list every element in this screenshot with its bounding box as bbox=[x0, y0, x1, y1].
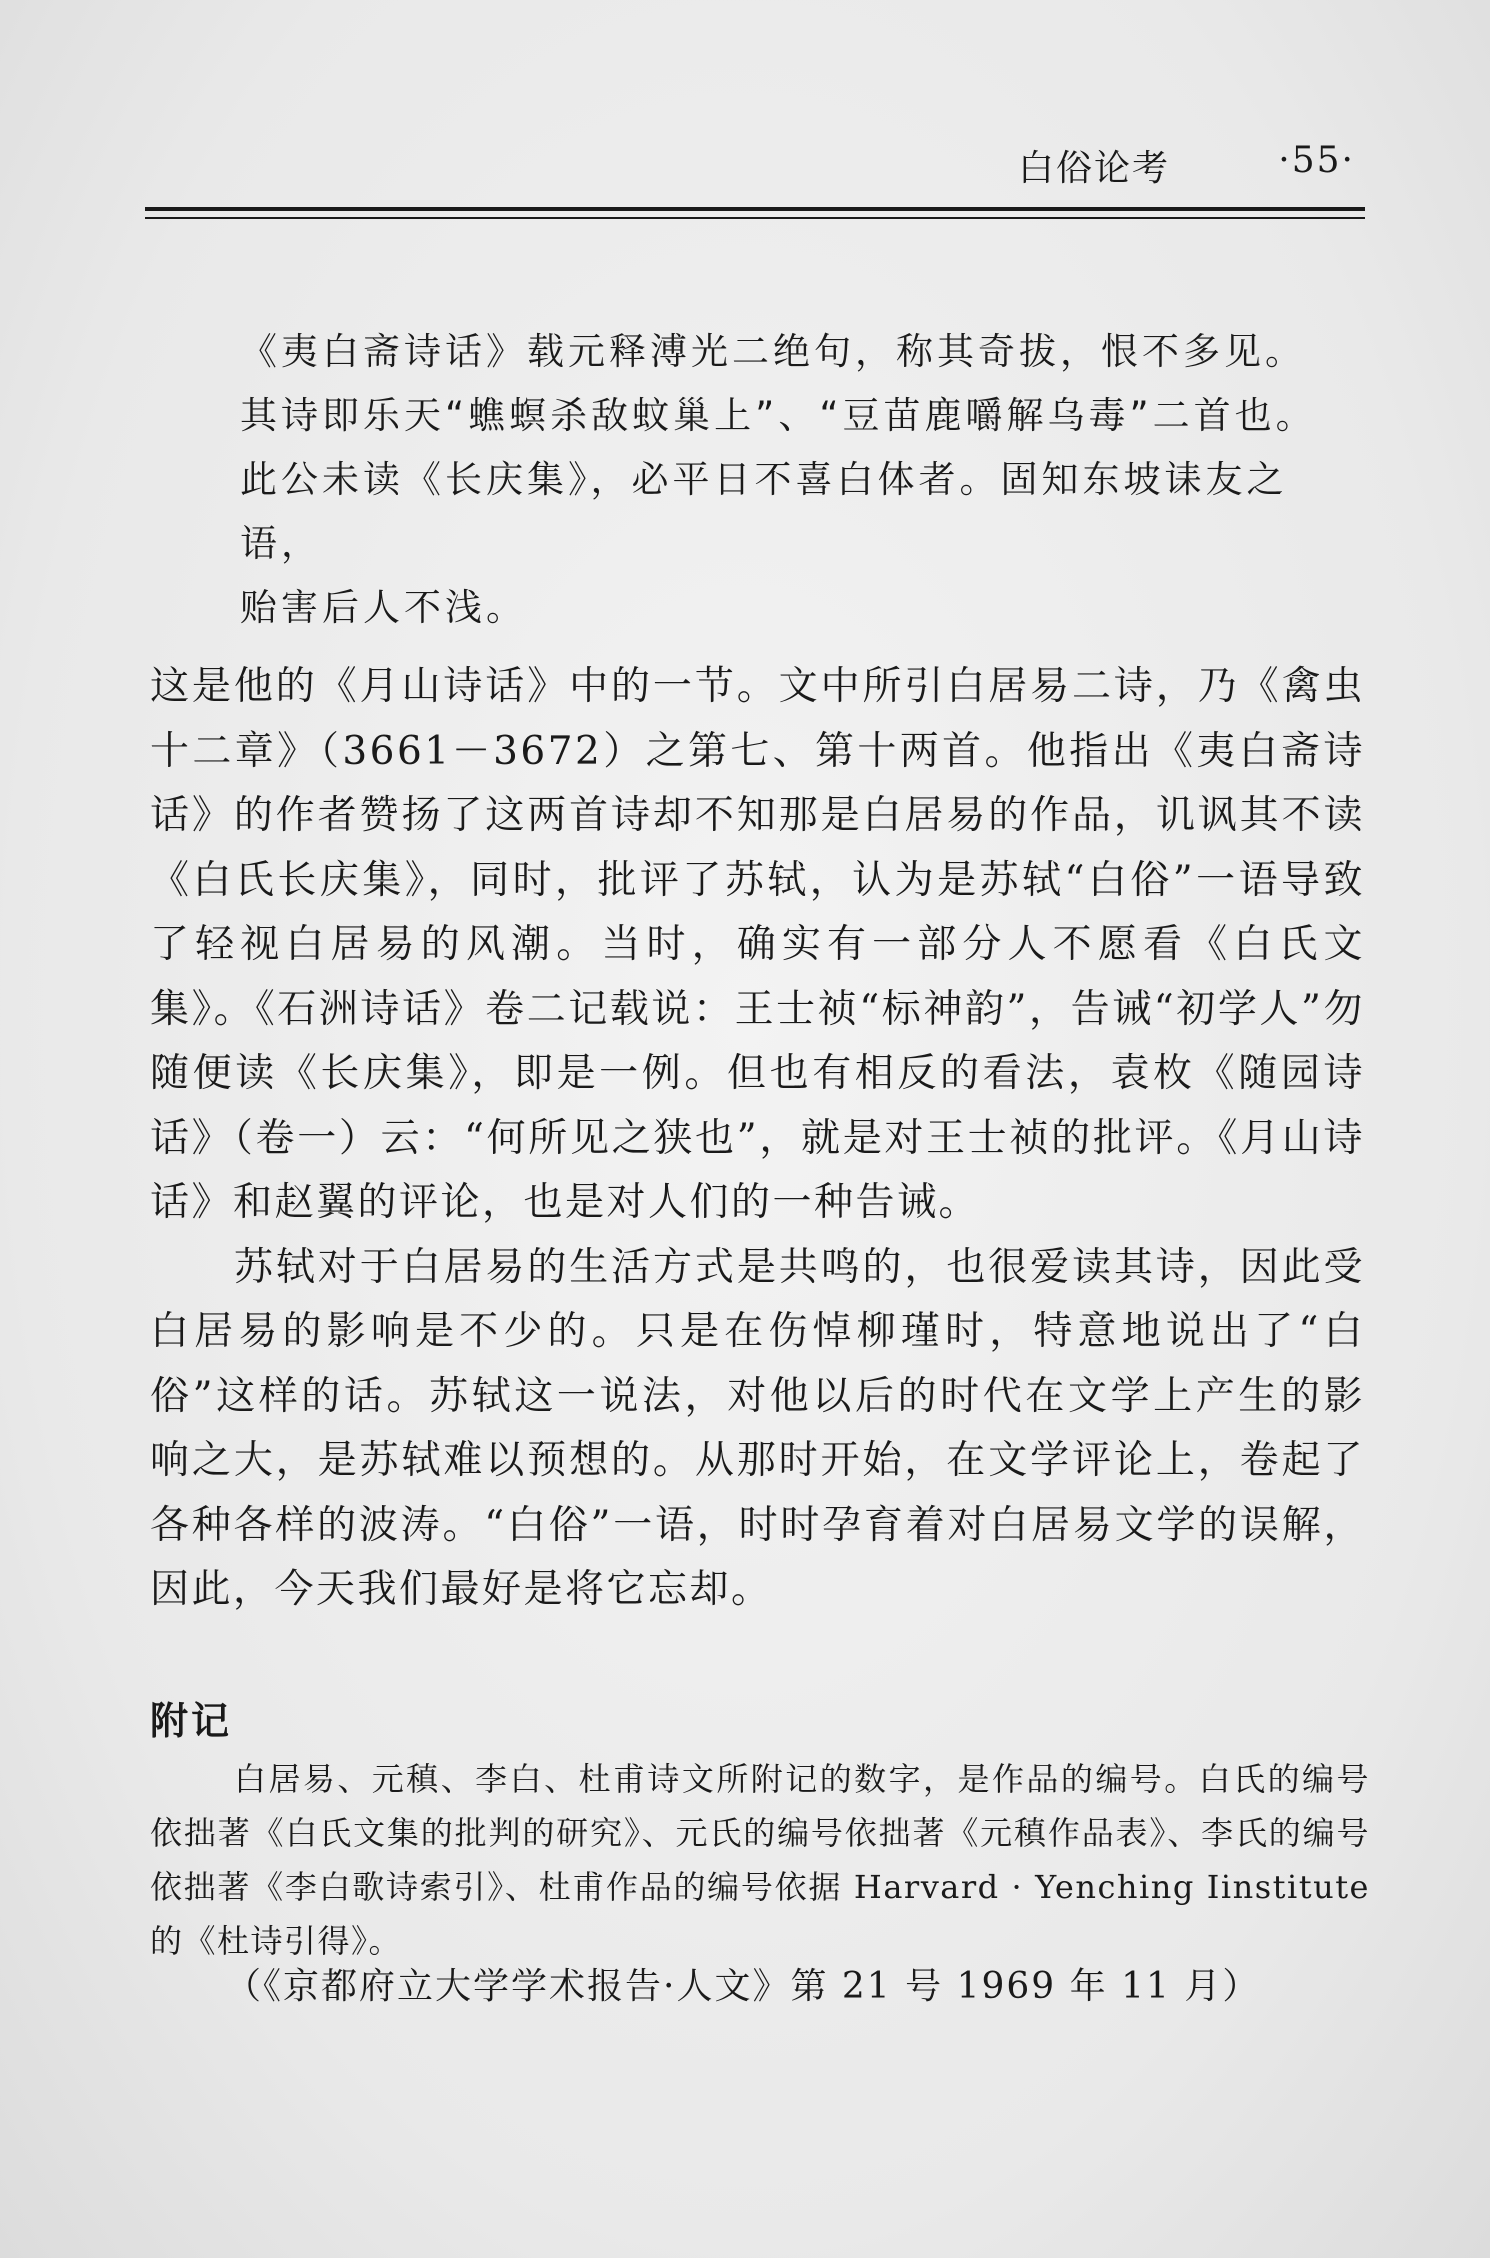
quote-line: 贻害后人不浅。 bbox=[240, 586, 527, 629]
quote-line: 《夷白斋诗话》载元释溥光二绝句，称其奇拔，恨不多见。 bbox=[240, 330, 1306, 373]
quote-line: 其诗即乐天“蟭螟杀敌蚊巢上”、“豆苗鹿嚼解乌毒”二首也。 bbox=[240, 394, 1317, 437]
page-header bbox=[140, 140, 1365, 200]
page-number: ·55· bbox=[1278, 140, 1355, 181]
paragraph: 这是他的《月山诗话》中的一节。文中所引白居易二诗，乃《禽虫十二章》（3661－3672）之第七、第十两首。他指出《夷白斋诗话》的作者赞扬了这两首诗却不知那是白居易的作品，讥讽其不读《白氏长庆集》，同时，批评了苏轼，认为是苏轼“白俗”一语导致了轻视白居易的风潮。当时，确实有一部分人不愿看《白氏文集》。《石洲诗话》卷二记载说：王士祯“标神韵”，告诫“初学人”勿随便读《长庆集》，即是一例。但也有相反的看法，袁枚《随园诗话》（卷一）云：“何所见之狭也”，就是对王士祯的批评。《月山诗话》和赵翼的评论，也是对人们的一种告诫。 bbox=[150, 664, 1365, 1225]
running-title: 白俗论考 bbox=[1017, 148, 1170, 189]
main-text bbox=[150, 655, 1365, 1623]
block-quotation bbox=[240, 320, 1365, 640]
appendix-note bbox=[150, 1752, 1370, 1968]
header-rule-thick bbox=[145, 207, 1365, 211]
header-rule-thin bbox=[145, 217, 1365, 219]
appendix-text: 白居易、元稹、李白、杜甫诗文所附记的数字，是作品的编号。白氏的编号依拙著《白氏文集的批判的研究》、元氏的编号依拙著《元稹作品表》、李氏的编号依拙著《李白歌诗索引》、杜甫作品的编号依据 Harvard · Yenching Iinstitute 的《杜诗引得》。 bbox=[150, 1760, 1370, 1960]
quote-line: 此公未读《长庆集》，必平日不喜白体者。固知东坡诔友之语， bbox=[240, 458, 1288, 565]
source-citation: （《京都府立大学学术报告·人文》第 21 号 1969 年 11 月） bbox=[225, 1966, 1261, 2007]
appendix-heading: 附记 bbox=[150, 1699, 233, 1743]
paragraph: 苏轼对于白居易的生活方式是共鸣的，也很爱读其诗，因此受白居易的影响是不少的。只是在伤悼柳瑾时，特意地说出了“白俗”这样的话。苏轼这一说法，对他以后的时代在文学上产生的影响之大，是苏轼难以预想的。从那时开始，在文学评论上，卷起了各种各样的波涛。“白俗”一语，时时孕育着对白居易文学的误解，因此，今天我们最好是将它忘却。 bbox=[150, 1244, 1365, 1612]
